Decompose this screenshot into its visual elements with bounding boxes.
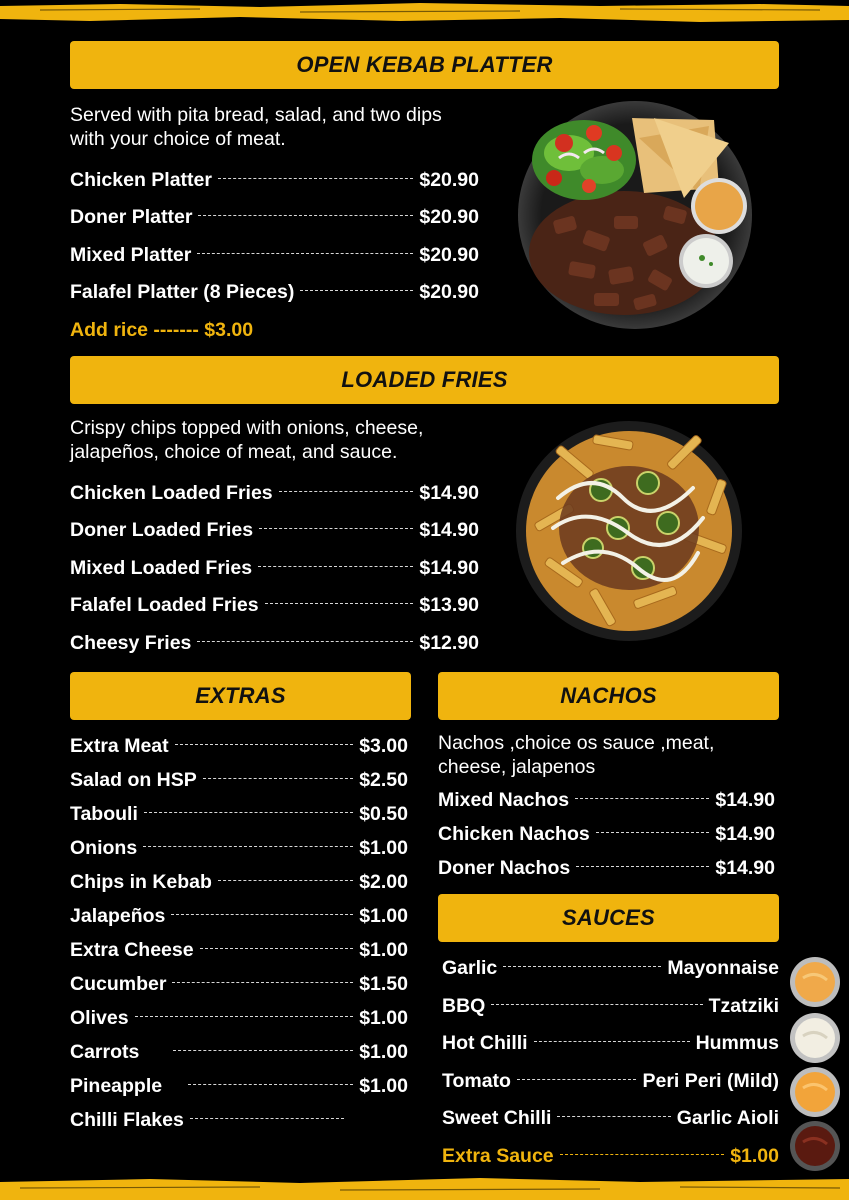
item-price: $1.00 [359,904,408,927]
dotted-leader [596,832,710,833]
add-rice-note: Add rice ------- $3.00 [70,318,254,341]
dotted-leader [300,290,413,291]
sauce-row [442,1105,779,1131]
menu-item [70,835,408,861]
fries-description-line-2: jalapeños, choice of meat, and sauce. [70,441,398,463]
sauce-name-left: BBQ [442,994,486,1017]
kebab-platter-image [514,98,756,332]
menu-item [70,1039,408,1065]
nachos-description-line-1: Nachos ,choice os sauce ,meat, [438,732,715,754]
item-price: $1.00 [359,1074,408,1097]
item-price: $14.90 [419,481,479,504]
menu-item [70,630,479,656]
extra-sauce-row [442,1143,779,1169]
sauce-name-right: Peri Peri (Mild) [642,1069,779,1092]
item-price: $14.90 [419,556,479,579]
item-name: Falafel Loaded Fries [70,593,259,616]
nachos-section-title: NACHOS [438,672,779,720]
dotted-leader [534,1041,690,1042]
item-name: Cucumber [70,972,167,995]
dotted-leader [557,1116,670,1117]
sauce-name-left: Sweet Chilli [442,1106,552,1129]
item-name: Chilli Flakes [70,1108,184,1131]
dotted-leader [197,641,413,642]
sauce-name-right: Garlic Aioli [676,1106,779,1129]
menu-item [70,801,408,827]
menu-item [70,592,479,618]
menu-item [70,480,479,506]
fries-description [70,416,423,464]
kebab-description-line-2: with your choice of meat. [70,128,286,150]
dotted-leader [190,1118,344,1119]
menu-item [70,1073,408,1099]
menu-item [70,767,408,793]
item-name: Carrots [70,1040,140,1063]
item-price: $1.00 [359,836,408,859]
dotted-leader [135,1016,354,1017]
dotted-leader [144,812,353,813]
item-price: $0.50 [359,802,408,825]
kebab-description [70,103,442,151]
item-price: $3.00 [359,734,408,757]
bottom-brush-stroke [0,1170,849,1200]
item-name: Chicken Nachos [438,822,590,845]
menu-item [70,971,408,997]
menu-item [70,1107,350,1133]
dotted-leader [258,566,413,567]
extras-section-title: EXTRAS [70,672,411,720]
nachos-description [438,731,714,779]
item-name: Cheesy Fries [70,631,192,654]
item-name: Falafel Platter (8 Pieces) [70,280,295,303]
dotted-leader [203,778,353,779]
item-name: Doner Loaded Fries [70,518,254,541]
item-name: Extra Cheese [70,938,194,961]
item-price: $14.90 [715,856,775,879]
item-name: Onions [70,836,138,859]
sauce-name-right: Tzatziki [708,994,779,1017]
menu-item [70,204,479,230]
item-price: $14.90 [715,822,775,845]
item-price: $20.90 [419,168,479,191]
dotted-leader [517,1079,637,1080]
sauce-name-right: Mayonnaise [667,956,779,979]
item-price: $1.00 [359,1040,408,1063]
dotted-leader [560,1154,725,1155]
sauces-section-title: SAUCES [438,894,779,942]
menu-item [70,242,479,268]
sauce-row [442,955,779,981]
dotted-leader [173,1050,353,1051]
item-price: $1.50 [359,972,408,995]
item-name: Extra Meat [70,734,169,757]
item-name: Olives [70,1006,129,1029]
menu-item [70,869,408,895]
item-name: Doner Platter [70,205,193,228]
menu-item [70,517,479,543]
dotted-leader [503,966,661,967]
item-price: $14.90 [715,788,775,811]
dotted-leader [198,215,413,216]
sauce-bowl-image [789,1066,841,1118]
dotted-leader [200,948,354,949]
sauce-bowl-image [789,1120,841,1172]
item-price: $1.00 [359,1006,408,1029]
item-name: Mixed Nachos [438,788,570,811]
fries-section-title: LOADED FRIES [70,356,779,404]
item-name: Chicken Platter [70,168,212,191]
item-price: $20.90 [419,243,479,266]
dotted-leader [143,846,353,847]
fries-description-line-1: Crispy chips topped with onions, cheese, [70,417,424,439]
item-price: $12.90 [419,631,479,654]
sauce-name-right: Hummus [695,1031,779,1054]
dotted-leader [575,798,709,799]
dotted-leader [265,603,414,604]
dotted-leader [259,528,413,529]
sauce-row [442,1030,779,1056]
dotted-leader [218,880,353,881]
sauce-bowl-image [789,1012,841,1064]
item-name: Mixed Loaded Fries [70,556,253,579]
item-name: Mixed Platter [70,243,192,266]
kebab-section-title: OPEN KEBAB PLATTER [70,41,779,89]
item-price: $20.90 [419,205,479,228]
menu-item [70,555,479,581]
item-price: $1.00 [359,938,408,961]
dotted-leader [188,1084,353,1085]
item-price: $20.90 [419,280,479,303]
dotted-leader [197,253,413,254]
item-name: Pineapple [70,1074,163,1097]
sauce-name-left: Garlic [442,956,498,979]
nachos-description-line-2: cheese, jalapenos [438,756,596,778]
item-price: $13.90 [419,593,479,616]
dotted-leader [172,982,353,983]
sauce-name-left: Tomato [442,1069,511,1092]
item-price: $1.00 [730,1144,779,1167]
menu-item [438,787,775,813]
item-name: Extra Sauce [442,1144,554,1167]
menu-item [70,167,479,193]
menu-item [438,855,775,881]
item-name: Chips in Kebab [70,870,212,893]
sauce-row [442,1068,779,1094]
dotted-leader [171,914,353,915]
item-name: Salad on HSP [70,768,197,791]
menu-item [438,821,775,847]
menu-item [70,279,479,305]
menu-item [70,1005,408,1031]
loaded-fries-image [513,418,745,644]
dotted-leader [491,1004,702,1005]
sauce-name-left: Hot Chilli [442,1031,528,1054]
kebab-description-line-1: Served with pita bread, salad, and two dips [70,104,442,126]
item-name: Jalapeños [70,904,166,927]
top-brush-stroke [0,0,849,22]
menu-item [70,733,408,759]
dotted-leader [218,178,413,179]
item-name: Chicken Loaded Fries [70,481,273,504]
item-price: $2.50 [359,768,408,791]
menu-item [70,937,408,963]
item-name: Tabouli [70,802,138,825]
item-price: $2.00 [359,870,408,893]
sauce-row [442,993,779,1019]
dotted-leader [175,744,354,745]
item-name: Doner Nachos [438,856,571,879]
dotted-leader [576,866,709,867]
dotted-leader [279,491,414,492]
item-price: $14.90 [419,518,479,541]
sauce-bowl-image [789,956,841,1008]
menu-item [70,903,408,929]
